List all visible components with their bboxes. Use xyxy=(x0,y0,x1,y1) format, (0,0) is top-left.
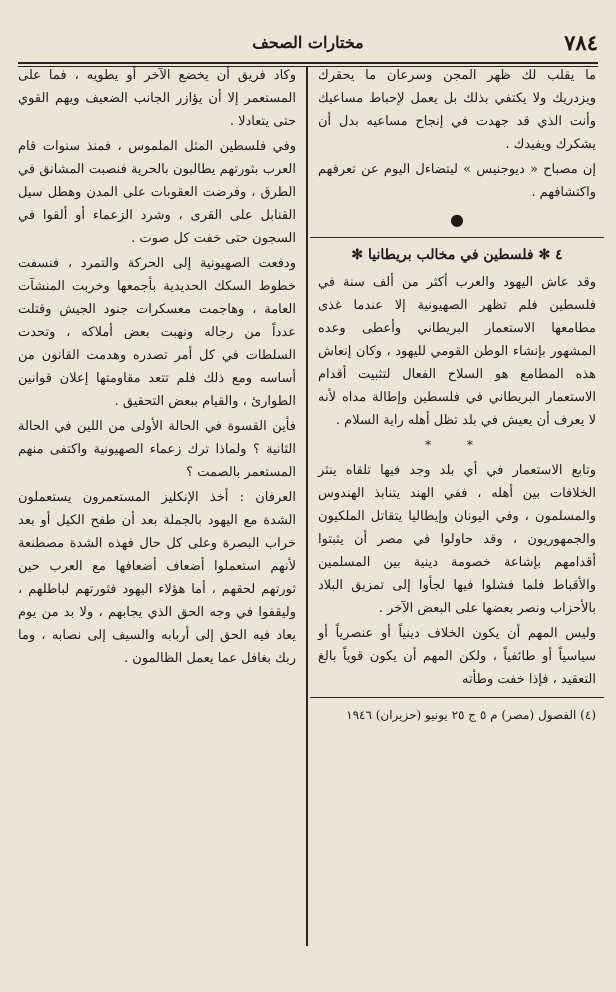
page-header xyxy=(18,30,598,60)
paragraph: العرفان : أخذ الإنكليز المستعمرون يستعملون الشدة مع اليهود بالجملة بعد أن طفح الكيل أو بعد خراب البصرة وعلى كل حال فهذه الشدة مصطنعة لأنهم استعملوا أضعاف أضعافها مع العرب حين ثورتهم لحقهم ، أما هؤلاء اليهود فثورتهم لباطلهم ، وليقفوا في وجه الحق الذي يجابهم ، ولا بد من يوم يعاد فيه الحق إلى أربابه والسيف إلى نصابه ، وما ربك بغافل عما يعمل الظالمون . xyxy=(18,490,296,666)
ornament-dot: ● xyxy=(450,210,464,229)
section-title: ٤ ✻ فلسطين في مخالب بريطانيا ✻ xyxy=(351,247,563,263)
paragraph: وكاد فريق أن يخضع الآخر أو يطويه ، فما على المستعمر إلا أن يؤازر الجانب الضعيف ويهم القوي حتى يتعادلا . xyxy=(18,68,296,129)
running-title: مختارات الصحف xyxy=(252,33,364,52)
footnote: (٤) الفصول (مصر) م ٥ ج ٢٥ يونيو (حزيران) ١٩٤٦ xyxy=(346,708,596,722)
paragraph: ما يقلب لك ظهر المجن وسرعان ما يحقرك ويزدريك ولا يكتفي بذلك بل يعمل لإحباط مساعيك وأنت الذي قد جهدت في إنجاح مساعيه بدل أن يشكرك ويفيدك . xyxy=(318,68,596,152)
paragraph: وقد عاش اليهود والعرب أكثر من ألف سنة في فلسطين فلم تظهر الصهيونية إلا عندما غذى مطامعها الاستعمار البريطاني وأعطى وعده المشهور بإنشاء الوطن القومي لليهود ، وكان إنعاش هذه المطامع هو السلاح الفعال لتثبيت أقدام الاستعمار البريطاني في فلسطين وإطالة مداه لأنه لا يعرف أن يعيش في بلد تظل أهله راية السلام . xyxy=(318,275,596,428)
paragraph: إن مصباح « ديوجنيس » ليتضاءل اليوم عن تعرفهم واكتشافهم . xyxy=(318,162,596,200)
footnote-rule xyxy=(310,697,604,698)
paragraph: وتابع الاستعمار في أي بلد وجد فيها تلقاه ينثر الخلافات بين أهله ، ففي الهند يتنابذ الهندوس والمسلمون ، وفي اليونان وإيطاليا يتقاتل الملكيون والجمهوريون ، وقد حاولوا في مصر أن يثبتوا أقدامهم بإشاعة خصومة دينية بين المسلمين والأقباط فلما فشلوا فيها لجأوا إلى تمزيق البلاد بالأحزاب ونصر بعضها على البعض الآخر . xyxy=(318,463,596,616)
paragraph: وفي فلسطين المثل الملموس ، فمنذ سنوات قام العرب بثورتهم يطالبون بالحرية فنصبت المشانق في الطرق ، وفرضت العقوبات على المدن وهطل سيل القنابل على القرى ، وشرد الزعماء أو ألقوا في السجون حتى خفت كل صوت . xyxy=(18,139,296,246)
paragraph: وليس المهم أن يكون الخلاف دينياً أو عنصرياً أو سياسياً أو طائفياً ، ولكن المهم أن يكون قوياً بالغ التعقيد ، فإذا خفت وطأته xyxy=(318,626,596,687)
column-divider xyxy=(306,66,308,946)
section-rule xyxy=(310,237,604,238)
left-column xyxy=(18,64,296,672)
paragraph: ودفعت الصهيونية إلى الحركة والتمرد ، فنسفت خطوط السكك الحديدية بأجمعها وخربت المنشآت العامة ، وهاجمت معسكرات جنود الجيش وقتلت عدداً من رجاله ونهبت بعض أملاكه ، وتحدت السلطات في كل أمر تصدره وهدمت القانون من أساسه ومع ذلك فلم تتعد مقاومتها إعلان قوانين الطوارئ ، والقيام ببعض التحقيق . xyxy=(18,256,296,409)
right-column xyxy=(318,64,596,726)
stars-separator: * * xyxy=(425,438,489,452)
paragraph: فأين القسوة في الحالة الأولى من اللين في الحالة الثانية ؟ ولماذا ترك زعماء الصهيونية واكتفى منهم المستعمر بالصمت ؟ xyxy=(18,419,296,480)
page-number: ٧٨٤ xyxy=(564,30,598,55)
